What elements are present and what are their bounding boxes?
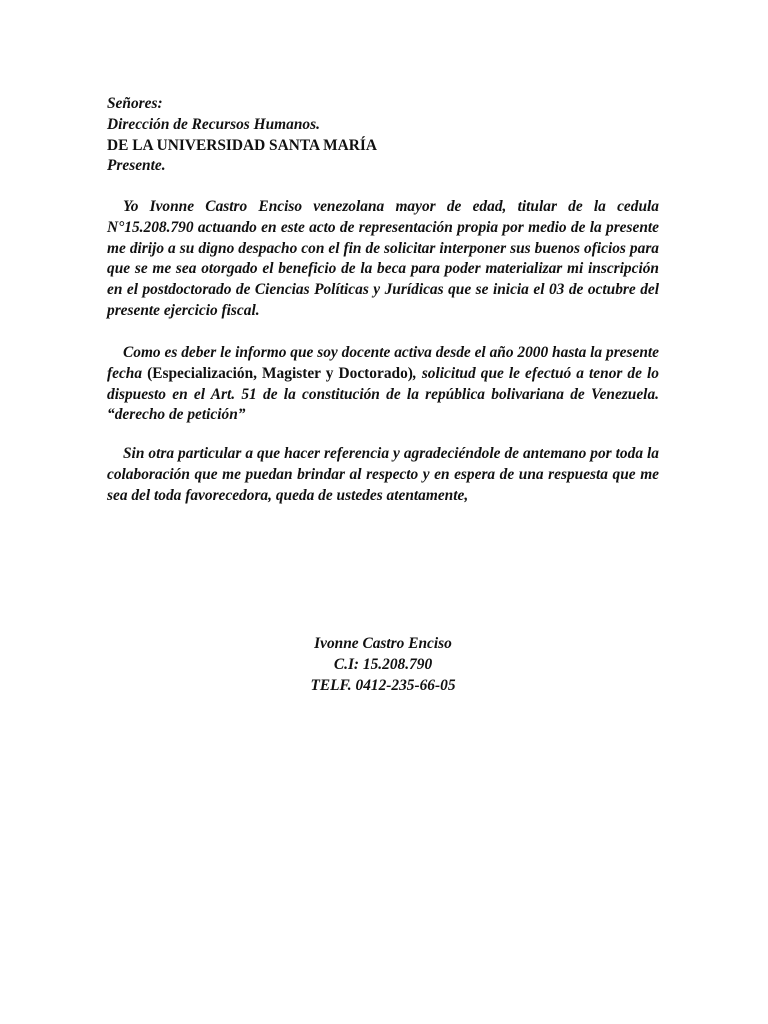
department-line: Dirección de Recursos Humanos.: [107, 115, 320, 133]
body-paragraph-closing: Sin otra particular a que hacer referencia y agradeciéndole de antemano por toda la colaboración que me puedan brindar al respecto y en espera de una respuesta que me sea del toda favorecedora, queda de ustedes atentamente,: [107, 445, 659, 504]
salutation: Señores:: [107, 95, 163, 112]
recipient-block: [107, 94, 667, 177]
paragraph-2-text-start: Como es deber le informo que soy docente activa desde el año 2000 hasta la presente fecha: [107, 344, 659, 382]
paragraph-2-text-end: , solicitud que le efectuó a tenor de lo dispuesto en el Art. 51 de la constitución de la república bolivariana de Venezuela. “derecho de petición”: [107, 364, 659, 424]
presente-line: Presente.: [107, 157, 166, 175]
body-paragraph-teaching: [107, 343, 659, 426]
signature-block: [183, 634, 583, 696]
signature-phone: TELF. 0412-235-66-05: [310, 676, 456, 694]
institution-line: DE LA UNIVERSIDAD SANTA MARÍA: [107, 136, 377, 154]
paragraph-2-degrees: (Especialización, Magister y Doctorado): [147, 364, 413, 382]
body-paragraph-request: Yo Ivonne Castro Enciso venezolana mayor de edad, titular de la cedula N°15.208.790 actuando en este acto de representación propia por medio de la presente me dirijo a su digno despacho con el fin de solicitar interponer sus buenos oficios para que se me sea otorgado el beneficio de la beca para poder materializar mi inscripción en el postdoctorado de Ciencias Políticas y Jurídicas que se inicia el 03 de octubre del presente ejercicio fiscal.: [107, 198, 659, 319]
signature-name: Ivonne Castro Enciso: [314, 635, 452, 652]
signature-id-number: C.I: 15.208.790: [333, 655, 433, 673]
